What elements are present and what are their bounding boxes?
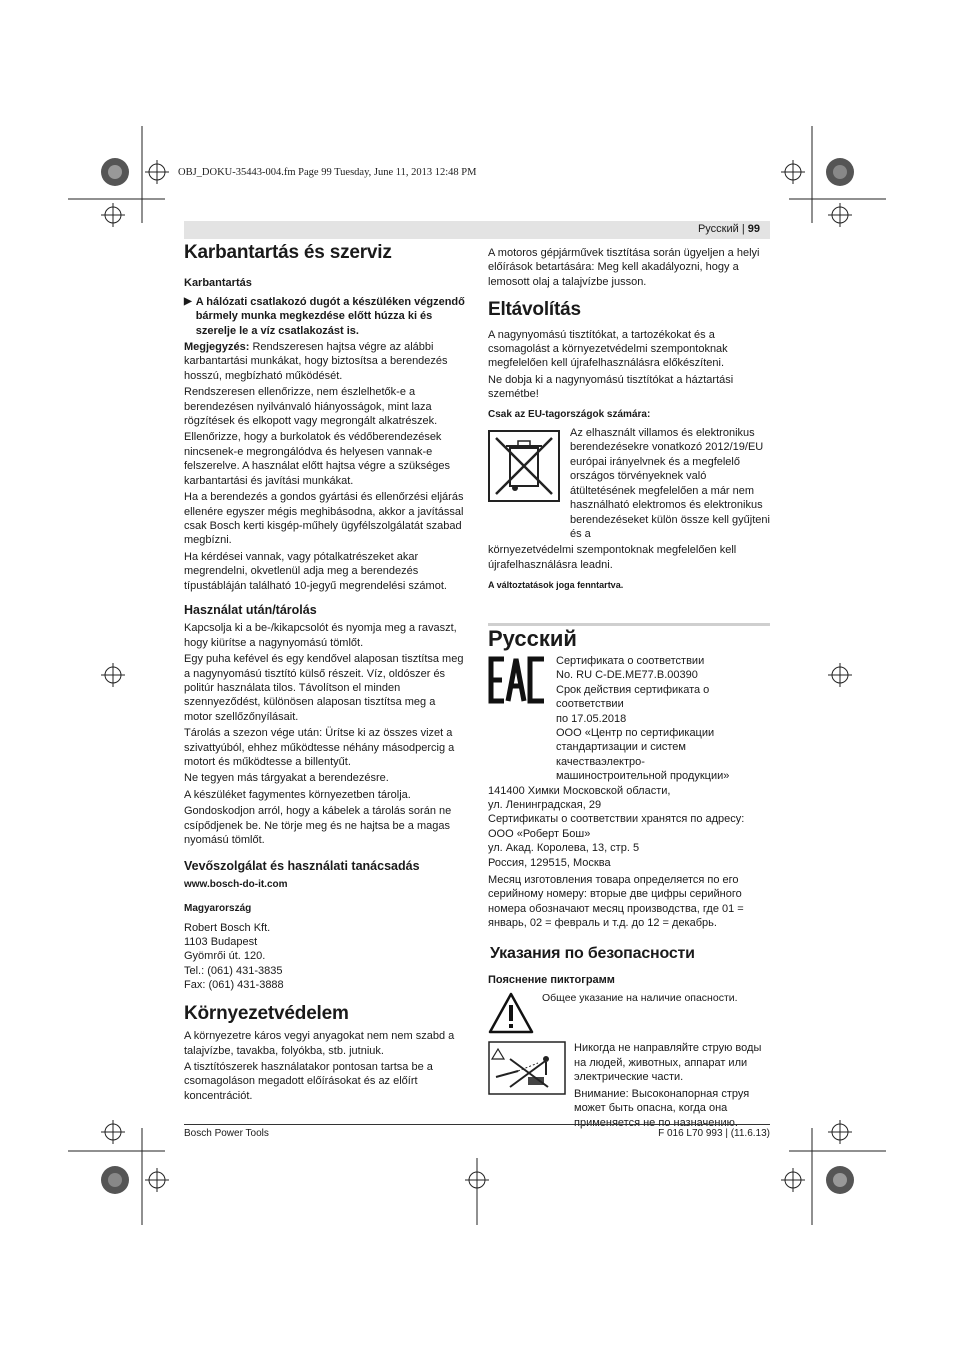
paragraph: környezetvédelmi szempontoknak megfelelően kell újrafelhasználásra leadni. (488, 544, 737, 571)
paragraph: Ha kérdései vannak, vagy pótalkatrészeket akar megrendelni, okvetlenül adja meg a berendezés típustábláján található 10-jegyű megrendelési számot. (184, 550, 447, 592)
address-block (184, 921, 466, 993)
subheading-service: Vevőszolgálat és használati tanácsadás (184, 859, 420, 874)
pictogram-text: Общее указание на наличие опасности. (542, 992, 738, 1005)
warning-item (184, 295, 466, 338)
file-info: OBJ_DOKU-35443-004.fm Page 99 Tuesday, June 11, 2013 12:48 PM (178, 167, 477, 178)
note-label: Megjegyzés: (184, 341, 250, 354)
paragraph: Gondoskodjon arról, hogy a kábelek a tárolás során ne csípődjenek be. Ne törje meg és ne hajtsa be a magas nyomású tömlőt. (184, 805, 452, 847)
cert-line: Срок действия сертификата о соответствии (556, 683, 710, 711)
header-separator: | (738, 223, 748, 235)
paragraph: A készüléket fagymentes környezetben tárolja. (184, 788, 411, 801)
address-line: 1103 Budapest (184, 936, 258, 949)
paragraph: A környezetre káros vegyi anyagokat nem nem szabd a talajvízbe, tavakba, folyókba, stb. jutniuk. (184, 1030, 455, 1057)
cert-line: Сертификаты о соответствии хранятся по адресу: (488, 813, 745, 826)
cert-line: по 17.05.2018 (556, 712, 627, 725)
country-heading: Magyarország (184, 903, 252, 915)
paragraph: Rendszeresen ellenőrizze, nem észlelhetők-e a berendezésen nyilvánvaló hiányosságok, mint laza rögzítések és elkopott vagy megrongált alkatrészek. (184, 386, 438, 428)
page-number: 99 (747, 223, 760, 235)
cert-line: Сертификата о соответствии (556, 654, 705, 667)
paragraph: Ne dobja ki a nagynyomású tisztítókat a háztartási szemétbe! (488, 373, 734, 401)
cert-line: ул. Акад. Королева, 13, стр. 5 (488, 842, 640, 855)
section-title-maintenance: Karbantartás és szerviz (184, 242, 392, 263)
paragraph: Ha a berendezés a gondos gyártási és ellenőrzési eljárás ellenére egyszer mégis meghibásodna, akkor a javítással csak Bosch kerti kisgép-műhely ügyfélszolgálatát szabad megbízni. (184, 491, 464, 547)
header-language: Русский (697, 223, 739, 235)
address-line: Robert Bosch Kft. (184, 921, 271, 934)
warning-triangle-icon (488, 991, 534, 1035)
arrow-icon: ▶ (184, 295, 192, 307)
cert-block (488, 654, 770, 784)
weee-block (488, 428, 770, 543)
eu-heading: Csak az EU-tagországok számára: (488, 408, 651, 420)
footer-brand: Bosch Power Tools (184, 1128, 269, 1139)
water-jet-prohibited-icon (488, 1041, 566, 1095)
left-column (184, 242, 466, 1105)
address-line: Tel.: (061) 431-3835 (184, 964, 283, 977)
cert-line: ул. Ленинградская, 29 (488, 799, 602, 811)
note-text: Rendszeresen hajtsa végre az alábbi karbantartási munkákat, hogy biztosítsa a berendezés hosszú, megbízható működését. (184, 341, 448, 382)
cert-line: 141400 Химки Московской области, (488, 784, 671, 797)
cert-line: стандартизации и систем качестваэлектро- (556, 741, 686, 768)
section-title-environment: Környezetvédelem (184, 1002, 349, 1024)
address-line: Gyömrői út. 120. (184, 950, 266, 963)
pictogram-row-2 (488, 1041, 770, 1131)
service-url[interactable]: www.bosch-do-it.com (184, 878, 288, 890)
paragraph: Ne tegyen más tárgyakat a berendezésre. (184, 772, 389, 785)
section-title-russian: Русский (488, 625, 577, 651)
cert-line: Россия, 129515, Москва (488, 856, 611, 869)
cert-address (488, 784, 770, 870)
right-column (488, 246, 770, 1132)
section-title-disposal: Eltávolítás (488, 299, 581, 321)
address-line: Fax: (061) 431-3888 (184, 979, 284, 992)
page-footer (184, 1124, 770, 1139)
subheading-maintenance: Karbantartás (184, 277, 252, 290)
cert-text (556, 654, 770, 784)
running-header (184, 221, 770, 239)
subheading-storage: Használat után/tárolás (184, 602, 317, 617)
paragraph: Ellenőrizze, hogy a burkolatok és védőberendezések nincsenek-e megrongálódva és helyesen vannak-e felszerelve. A használat előtt hajtsa végre a szükséges karbantartási és javítási munkákat. (184, 431, 450, 487)
footer-docnumber: F 016 L70 993 | (11.6.13) (658, 1128, 770, 1139)
pictogram-text: Никогда не направляйте струю воды на людей, животных, аппарат или электрические части. (574, 1042, 762, 1084)
cert-line: ООО «Центр по сертификации (556, 726, 715, 739)
subheading-pictograms: Пояснение пиктограмм (488, 974, 615, 987)
paragraph: A tisztítószerek használatakor pontosan tartsa be a csomagoláson megadott előírásokat és az előírt koncentrációt. (184, 1060, 433, 1102)
pictogram-text-block (574, 1041, 770, 1131)
cert-line: No. RU C-DE.ME77.B.00390 (556, 669, 698, 682)
paragraph: A nagynyomású tisztítókat, a tartozékokat és a csomagolást a környezetvédelmi szempontoknak megfelelően kell újrafelhasználásra előkészíteni. (488, 328, 728, 370)
crossed-bin-icon (488, 430, 560, 502)
paragraph: A motoros gépjárművek tisztítása során ügyeljen a helyi előírások betartására: Meg kell akadályozni, hogy a lemosott olaj a talajvízbe jusson. (488, 247, 760, 288)
paragraph: Tárolás a szezon vége után: Ürítse ki az összes vizet a szivattyúból, ehhez működtesse néhány másodpercig a motort és működtesse a billentyűt. (184, 727, 455, 768)
eac-logo (488, 656, 546, 704)
warning-text: A hálózati csatlakozó dugót a készüléken végzendő bármely munka megkezdése előtt húzza ki és szerelje le a víz csatlakozást is. (195, 295, 465, 337)
cert-line: ООО «Роберт Бош» (488, 827, 591, 840)
rights-note: A változtatások joga fenntartva. (488, 580, 624, 591)
paragraph: Месяц изготовления товара определяется по его серийному номеру: вторые две цифры серийного номера обозначают месяц производства, где 01 = январь, 02 = февраль и т.д. до 12 = декабрь. (488, 874, 744, 930)
note-paragraph (184, 340, 466, 383)
paragraph: Egy puha kefével és egy kendővel alaposan tisztítsa meg a nagynyomású tisztító külső részeit. Víz, oldószer és politúr használata tilos. Távolítson el minden szennyeződést, különösen alaposan tisztítsa meg a motor szellőzőnyílásait. (184, 653, 464, 723)
section-title-safety: Указания по безопасности (490, 944, 695, 962)
weee-text: Az elhasznált villamos és elektronikus berendezésekre vonatkozó 2012/19/EU európai irányelvnek és a megfelelő országos törvényeknek való átültetésének megfelelően a már nem használható elektromos és elektronikus berendezéseket külön össze kell gyűjteni és a (570, 427, 770, 540)
cert-line: машиностроительной продукции» (556, 770, 730, 783)
pictogram-text: Внимание: Высоконапорная струя может быть опасна, когда она применяется не по назначению. (574, 1087, 750, 1129)
paragraph: Kapcsolja ki a be-/kikapcsolót és nyomja meg a ravaszt, hogy kiürítse a nagynyomású tömlőt. (184, 622, 457, 649)
pictogram-row-1 (488, 991, 770, 1035)
